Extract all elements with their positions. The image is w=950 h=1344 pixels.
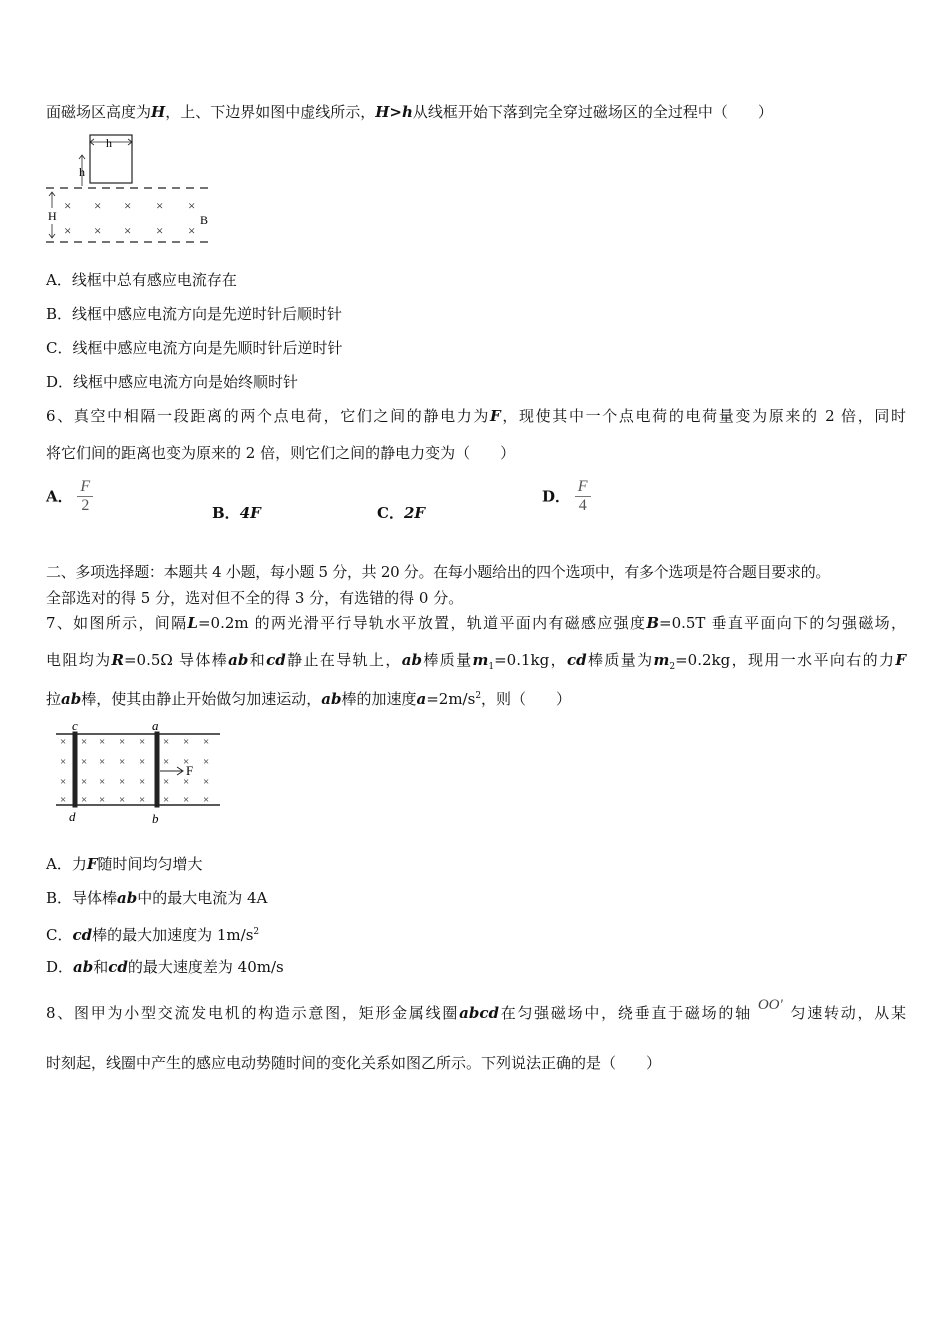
cross-mark: × — [183, 736, 190, 748]
q5-fig-B: B — [200, 213, 209, 227]
cross-mark: × — [60, 776, 67, 788]
cross-mark: × — [183, 756, 190, 768]
q6-option-d: D． $\frac{F}{4}$ — [542, 478, 591, 515]
cross-mark: × — [163, 736, 170, 748]
cross-mark: × — [99, 794, 106, 806]
q7-fig-d: d — [69, 809, 76, 824]
cross-mark: × — [203, 736, 210, 748]
cross-mark: × — [163, 776, 170, 788]
q6-option-b: B．4F — [212, 504, 261, 522]
cross-mark: × — [99, 756, 106, 768]
cross-mark: × — [183, 794, 190, 806]
q8-stem-line1: 8、图甲为小型交流发电机的构造示意图，矩形金属线圈abcd在匀强磁场中，绕垂直于磁场的轴 OO′ 匀速转动，从某 — [46, 997, 906, 1022]
cross-mark: × — [81, 756, 88, 768]
cross-mark: × — [139, 736, 146, 748]
section2-line2: 全部选对的得 5 分，选对但不全的得 3 分，有选错的得 0 分。 — [46, 589, 464, 607]
q7-stem-line3: 拉ab棒，使其由静止开始做匀加速运动，ab棒的加速度$a=2m/s^2$，则（ ） — [46, 690, 572, 708]
cross-mark: × — [139, 776, 146, 788]
cross-mark: × — [60, 794, 67, 806]
cross-mark: × — [119, 776, 126, 788]
q7-fig-a: a — [152, 718, 159, 733]
q6-stem-line1: 6、真空中相隔一段距离的两个点电荷，它们之间的静电力为F，现使其中一个点电荷的电荷量变为原来的 2 倍，同时 — [46, 407, 906, 425]
cross-mark: × — [163, 756, 170, 768]
q5-option-c: C．线框中感应电流方向是先顺时针后逆时针 — [46, 339, 343, 357]
q6-option-a: A． $\frac{F}{2}$ — [46, 478, 93, 515]
cross-mark: × — [94, 198, 102, 213]
q8-stem-line2: 时刻起，线圈中产生的感应电动势随时间的变化关系如图乙所示。下列说法正确的是（ ） — [46, 1054, 662, 1072]
cross-mark: × — [183, 776, 190, 788]
q7-option-c: C．cd棒的最大加速度为 $1m/s^2$ — [46, 926, 260, 944]
q5-option-b: B．线框中感应电流方向是先逆时针后顺时针 — [46, 305, 343, 323]
cross-mark: × — [119, 736, 126, 748]
q7-option-d: D．ab和cd的最大速度差为 40m/s — [46, 958, 284, 976]
cross-mark: × — [60, 756, 67, 768]
q6-option-c: C．2F — [377, 504, 426, 522]
q7-fig-b: b — [152, 811, 159, 826]
cross-mark: × — [124, 198, 132, 213]
cross-mark: × — [119, 794, 126, 806]
cross-mark: × — [188, 198, 196, 213]
cross-mark: × — [203, 794, 210, 806]
q6-stem-line2: 将它们间的距离也变为原来的 2 倍，则它们之间的静电力变为（ ） — [46, 444, 516, 462]
q7-figure — [52, 717, 224, 829]
cross-mark: × — [99, 776, 106, 788]
q5-stem: 面磁场区高度为H，上、下边界如图中虚线所示，H>h从线框开始下落到完全穿过磁场区的全过程中（ ） — [46, 103, 773, 121]
cross-mark: × — [139, 794, 146, 806]
cross-mark: × — [124, 223, 132, 238]
cross-mark: × — [203, 776, 210, 788]
cross-mark: × — [156, 223, 164, 238]
cross-mark: × — [99, 736, 106, 748]
q7-stem-line1: 7、如图所示，间隔L=0.2m 的两光滑平行导轨水平放置，轨道平面内有磁感应强度B=0.5T 垂直平面向下的匀强磁场， — [46, 614, 907, 632]
axis-symbol: OO′ — [757, 997, 783, 1013]
q7-stem-line2: 电阻均为R=0.5Ω 导体棒ab和cd静止在导轨上，ab棒质量$m_1=0.1kg$，cd棒质量为$m_2=0.2kg$，现用一水平向右的力F — [46, 651, 906, 672]
cross-mark: × — [119, 756, 126, 768]
q7-option-a: A．力F随时间均匀增大 — [46, 855, 203, 873]
q7-fig-F: F — [186, 763, 194, 778]
cross-mark: × — [156, 198, 164, 213]
q5-option-a: A．线框中总有感应电流存在 — [46, 271, 237, 289]
cross-mark: × — [139, 756, 146, 768]
q5-option-d: D．线框中感应电流方向是始终顺时针 — [46, 373, 299, 391]
q5-fig-h-top: h — [106, 136, 112, 150]
cross-mark: × — [203, 756, 210, 768]
fraction: $\frac{F}{2}$ — [77, 478, 93, 515]
section2-line1: 二、多项选择题：本题共 4 小题，每小题 5 分，共 20 分。在每小题给出的四个选项中，有多个选项是符合题目要求的。 — [46, 563, 831, 581]
cross-mark: × — [81, 736, 88, 748]
cross-mark: × — [188, 223, 196, 238]
cross-mark: × — [81, 776, 88, 788]
cross-mark: × — [64, 223, 72, 238]
cross-mark: × — [94, 223, 102, 238]
cross-mark: × — [81, 794, 88, 806]
q5-fig-H: H — [48, 209, 57, 223]
cross-mark: × — [64, 198, 72, 213]
q5-figure — [44, 130, 219, 248]
q5-fig-h-side: h — [79, 165, 85, 179]
cross-mark: × — [163, 794, 170, 806]
fraction: $\frac{F}{4}$ — [575, 478, 591, 515]
q7-option-b: B．导体棒ab中的最大电流为 4A — [46, 889, 268, 907]
cross-mark: × — [60, 736, 67, 748]
q7-fig-c: c — [72, 718, 78, 733]
